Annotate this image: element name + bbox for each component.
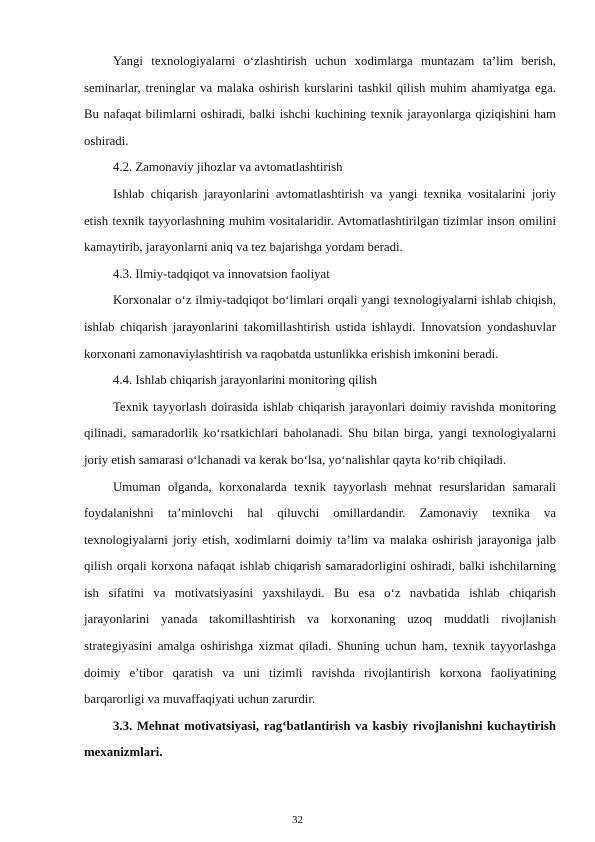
section-heading-4-4: 4.4. Ishlab chiqarish jarayonlarini monitoring qilish (113, 373, 378, 388)
document-page (84, 48, 556, 766)
section-body-4-3: Korxonalar o‘z ilmiy-tadqiqot bo‘limlari orqali yangi texnologiyalarni ishlab chiqish, ishlab chiqarish jarayonlarini takomillashtirish ustida ishlaydi. Innovatsion yondashuvlar korxonani zamonaviylashtirish va raqobatda ustunlikka erishish imkonini beradi. (84, 293, 556, 361)
intro-paragraph: Yangi texnologiyalarni o‘zlashtirish uchun xodimlarga muntazam ta’lim berish, seminarlar, treninglar va malaka oshirish kurslarini tashkil qilish muhim ahamiyatga ega. Bu nafaqat bilimlarni oshiradi, balki ishchi kuchining texnik jarayonlarga qiziqishini ham oshiradi. (84, 54, 556, 148)
section-heading-3-3: 3.3. Mehnat motivatsiyasi, rag‘batlantirish va kasbiy rivojlanishni kuchaytirish mexanizmlari. (84, 718, 556, 760)
section-body-4-4: Texnik tayyorlash doirasida ishlab chiqarish jarayonlari doimiy ravishda monitoring qilinadi, samaradorlik ko‘rsatkichlari baholanadi. Shu bilan birga, yangi texnologiyalarni joriy etish samarasi o‘lchanadi va kerak bo‘lsa, yo‘nalishlar qayta ko‘rib chiqiladi. (84, 399, 556, 467)
conclusion-paragraph: Umuman olganda, korxonalarda texnik tayyorlash mehnat resurslaridan samarali foydalanishni ta’minlovchi hal qiluvchi omillardandir. Zamonaviy texnika va texnologiyalarni joriy etish, xodimlarni doimiy ta’lim va malaka oshirish jarayoniga jalb qilish orqali korxona nafaqat ishlab chiqarish samaradorligini oshiradi, balki ishchilarning ish sifatini va motivatsiyasini yaxshilaydi. Bu esa o‘z navbatida ishlab chiqarish jarayonlarini yanada takomillashtirish va korxonaning uzoq muddatli rivojlanish strategiyasini amalga oshirishga xizmat qiladi. Shuning uchun ham, texnik tayyorlashga doimiy e’tibor qaratish va uni tizimli ravishda rivojlantirish korxona faoliyatining barqarorligi va muvaffaqiyati uchun zarurdir. (84, 479, 556, 707)
section-heading-4-3: 4.3. Ilmiy-tadqiqot va innovatsion faoliyat (113, 266, 330, 281)
section-heading-4-2: 4.2. Zamonaviy jihozlar va avtomatlashtirish (113, 160, 343, 175)
section-body-4-2: Ishlab chiqarish jarayonlarini avtomatlashtirish va yangi texnika vositalarini joriy etish texnik tayyorlashning muhim vositalaridir. Avtomatlashtirilgan tizimlar inson omilini kamaytirib, jarayonlarni aniq va tez bajarishga yordam beradi. (84, 186, 556, 255)
page-number: 32 (292, 814, 303, 826)
